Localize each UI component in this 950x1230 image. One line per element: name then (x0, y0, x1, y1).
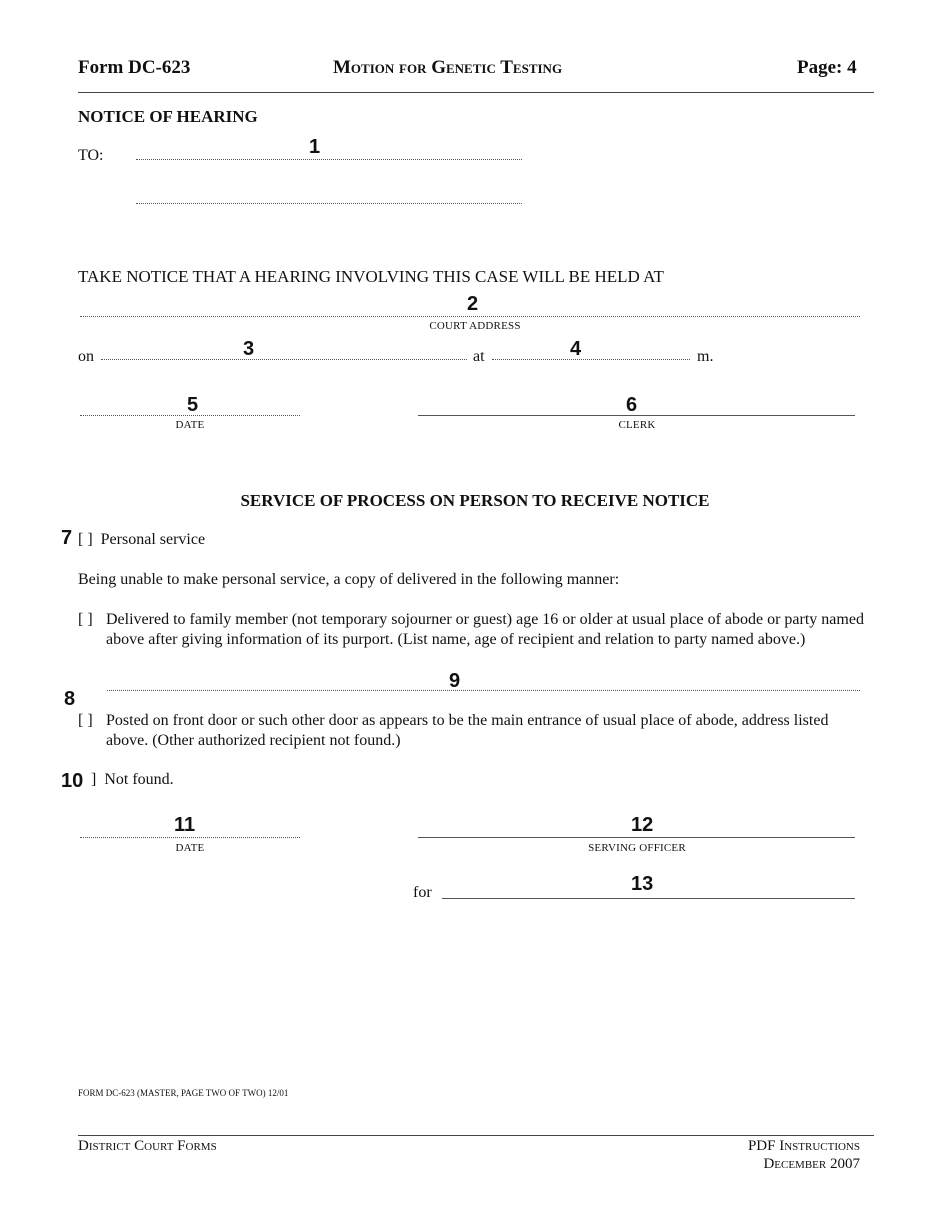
posted-option-text: Posted on front door or such other door as appears to be the main entrance of usual place of abode, address listed above. (Other authorized recipient not found.) (106, 712, 829, 749)
for-label: for (413, 884, 432, 901)
not-found-option[interactable]: ] Not found. (91, 771, 174, 788)
field-marker-8: 8 (64, 688, 76, 710)
form-id: Form DC-623 (78, 57, 191, 78)
field-marker-4: 4 (570, 338, 582, 360)
service-date-line[interactable] (80, 837, 300, 838)
footer-rule (78, 1135, 874, 1136)
page-title: Motion for Genetic Testing (333, 57, 563, 78)
to-line-1[interactable] (136, 159, 522, 160)
field-marker-5: 5 (187, 394, 199, 416)
on-label: on (78, 348, 94, 365)
field-marker-3: 3 (243, 338, 255, 360)
court-address-line[interactable] (80, 316, 860, 317)
personal-service-option[interactable]: [ ] Personal service (78, 531, 206, 548)
serving-officer-line[interactable] (418, 837, 855, 838)
field-marker-13: 13 (631, 873, 654, 895)
service-date-caption: DATE (175, 842, 205, 854)
hearing-date-line[interactable] (101, 359, 467, 360)
recipient-info-line[interactable] (107, 690, 860, 691)
field-marker-1: 1 (309, 136, 321, 158)
m-label: m. (697, 348, 714, 365)
court-address-caption: COURT ADDRESS (429, 320, 521, 332)
header-rule (78, 92, 874, 93)
footer-right-line1: PDF Instructions (747, 1138, 860, 1154)
notice-heading: NOTICE OF HEARING (78, 107, 258, 126)
to-label: TO: (78, 147, 104, 164)
footer-left: District Court Forms (78, 1138, 217, 1154)
hearing-statement: TAKE NOTICE THAT A HEARING INVOLVING THIS CASE WILL BE HELD AT (78, 267, 664, 286)
delivered-option-text: Delivered to family member (not temporary sojourner or guest) age 16 or older at usual place of abode or party named above after giving information of its purport. (List name, age of recipient and relation to party named above.) (106, 611, 864, 648)
field-marker-2: 2 (467, 293, 479, 315)
date-caption: DATE (175, 419, 205, 431)
field-marker-10: 10 (61, 770, 84, 792)
form-revision-note: FORM DC-623 (MASTER, PAGE TWO OF TWO) 12/01 (78, 1088, 289, 1098)
delivered-checkbox[interactable]: [ ] (78, 611, 93, 628)
service-heading: SERVICE OF PROCESS ON PERSON TO RECEIVE NOTICE (240, 491, 710, 510)
field-marker-11: 11 (174, 814, 196, 836)
field-marker-12: 12 (631, 814, 654, 836)
for-line[interactable] (442, 898, 855, 899)
hearing-time-line[interactable] (492, 359, 690, 360)
posted-checkbox[interactable]: [ ] (78, 712, 93, 729)
at-label: at (473, 348, 485, 365)
footer-right-line2: December 2007 (763, 1156, 860, 1172)
clerk-caption: CLERK (618, 419, 656, 431)
page-number: Page: 4 (797, 57, 857, 78)
field-marker-6: 6 (626, 394, 638, 416)
to-line-2[interactable] (136, 203, 522, 204)
field-marker-7: 7 (61, 527, 73, 549)
field-marker-9: 9 (449, 670, 461, 692)
unable-statement: Being unable to make personal service, a copy of delivered in the following manner: (78, 571, 620, 588)
serving-officer-caption: SERVING OFFICER (588, 842, 686, 854)
